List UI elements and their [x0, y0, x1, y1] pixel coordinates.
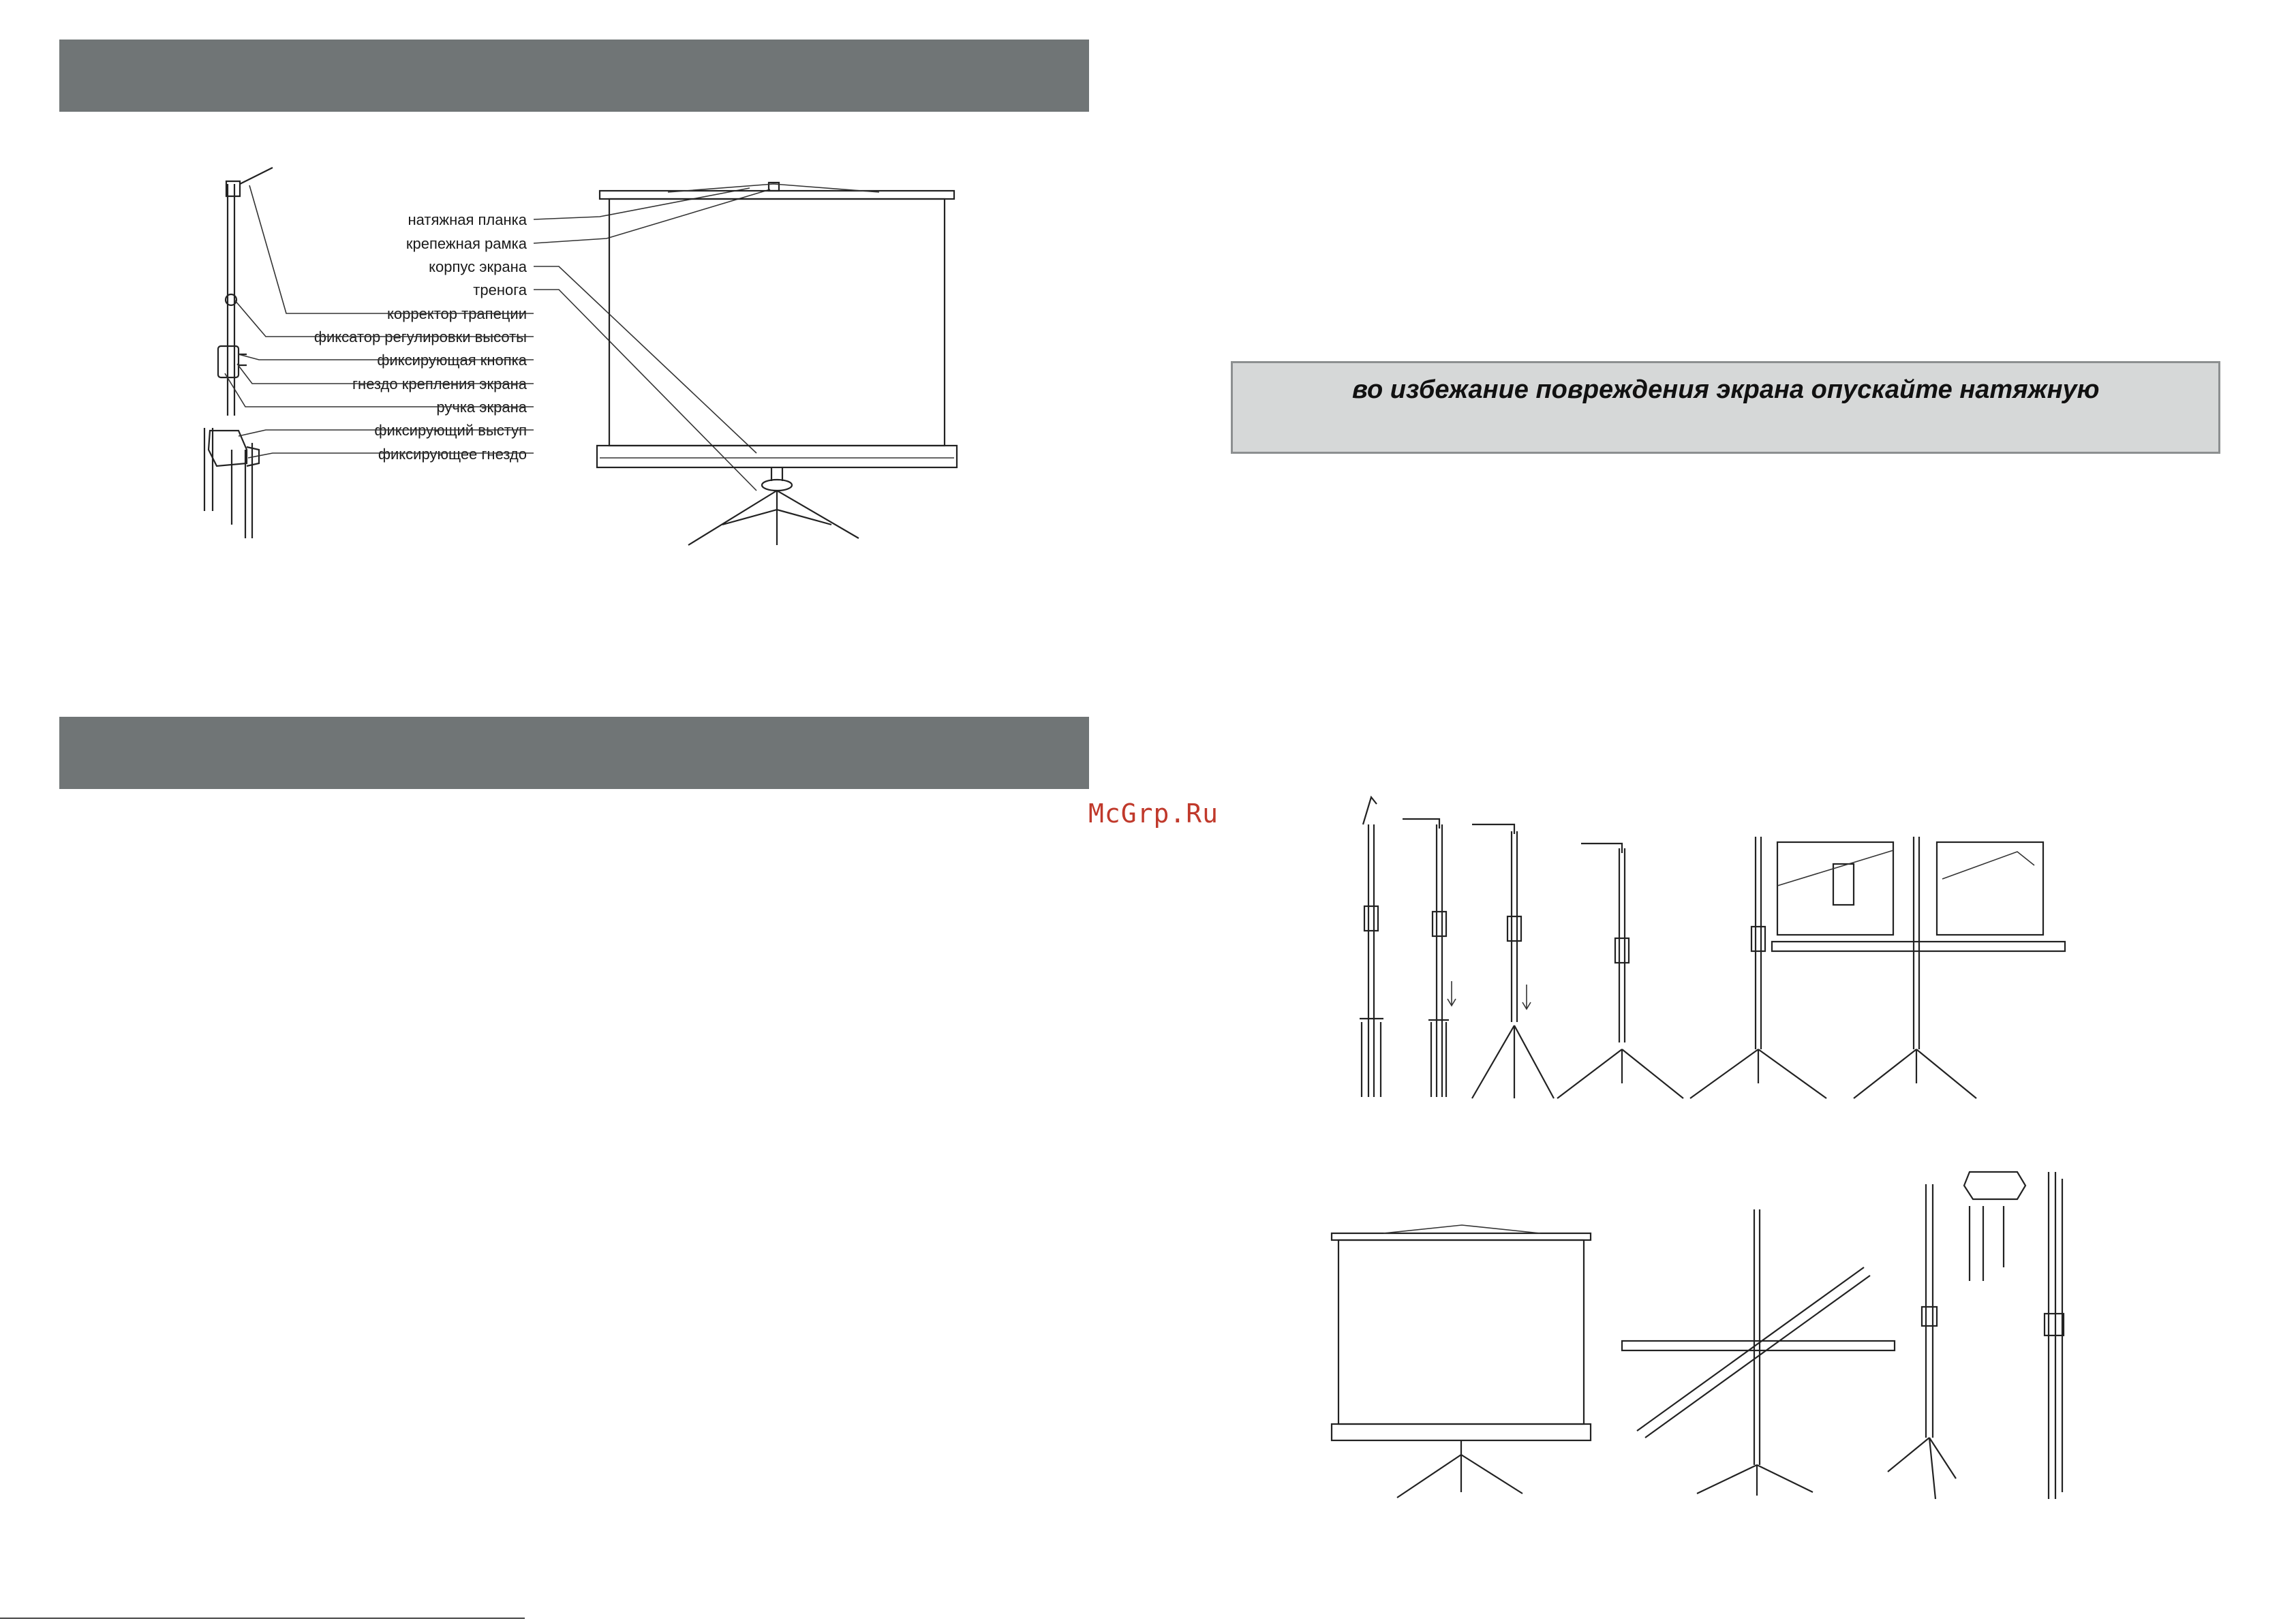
- label-lock-tab: фиксирующий выступ: [374, 422, 527, 439]
- label-lock-socket: фиксирующее гнездо: [378, 446, 527, 463]
- label-keystone-corrector: корректор трапеции: [387, 305, 527, 322]
- label-tension-bar: натяжная планка: [408, 211, 527, 228]
- assembly-step-6: [1772, 837, 2065, 1098]
- screen-setup-view: [1332, 1225, 1591, 1498]
- label-screen-handle: ручка экрана: [436, 399, 527, 416]
- assembly-step-3: [1472, 824, 1554, 1098]
- assembly-step-1: [1360, 797, 1383, 1097]
- warning-text: во избежание повреждения экрана опускайте натяжную: [1352, 375, 2100, 404]
- watermark: McGrp.Ru: [1088, 799, 1219, 829]
- label-height-lock: фиксатор регулировки высоты: [313, 328, 527, 345]
- assembly-step-2: [1403, 819, 1456, 1097]
- collapsed-view: [1888, 1172, 2064, 1499]
- label-lock-button: фиксирующая кнопка: [377, 352, 527, 369]
- folded-tripod-view: [1622, 1209, 1895, 1496]
- label-tripod: тренога: [473, 281, 527, 298]
- label-mount-socket: гнездо крепления экрана: [352, 375, 527, 392]
- label-mount-frame: крепежная рамка: [405, 235, 527, 252]
- label-screen-case: корпус экрана: [429, 258, 527, 275]
- assembly-step-4: [1557, 844, 1683, 1098]
- assembly-step-5: [1690, 837, 1893, 1098]
